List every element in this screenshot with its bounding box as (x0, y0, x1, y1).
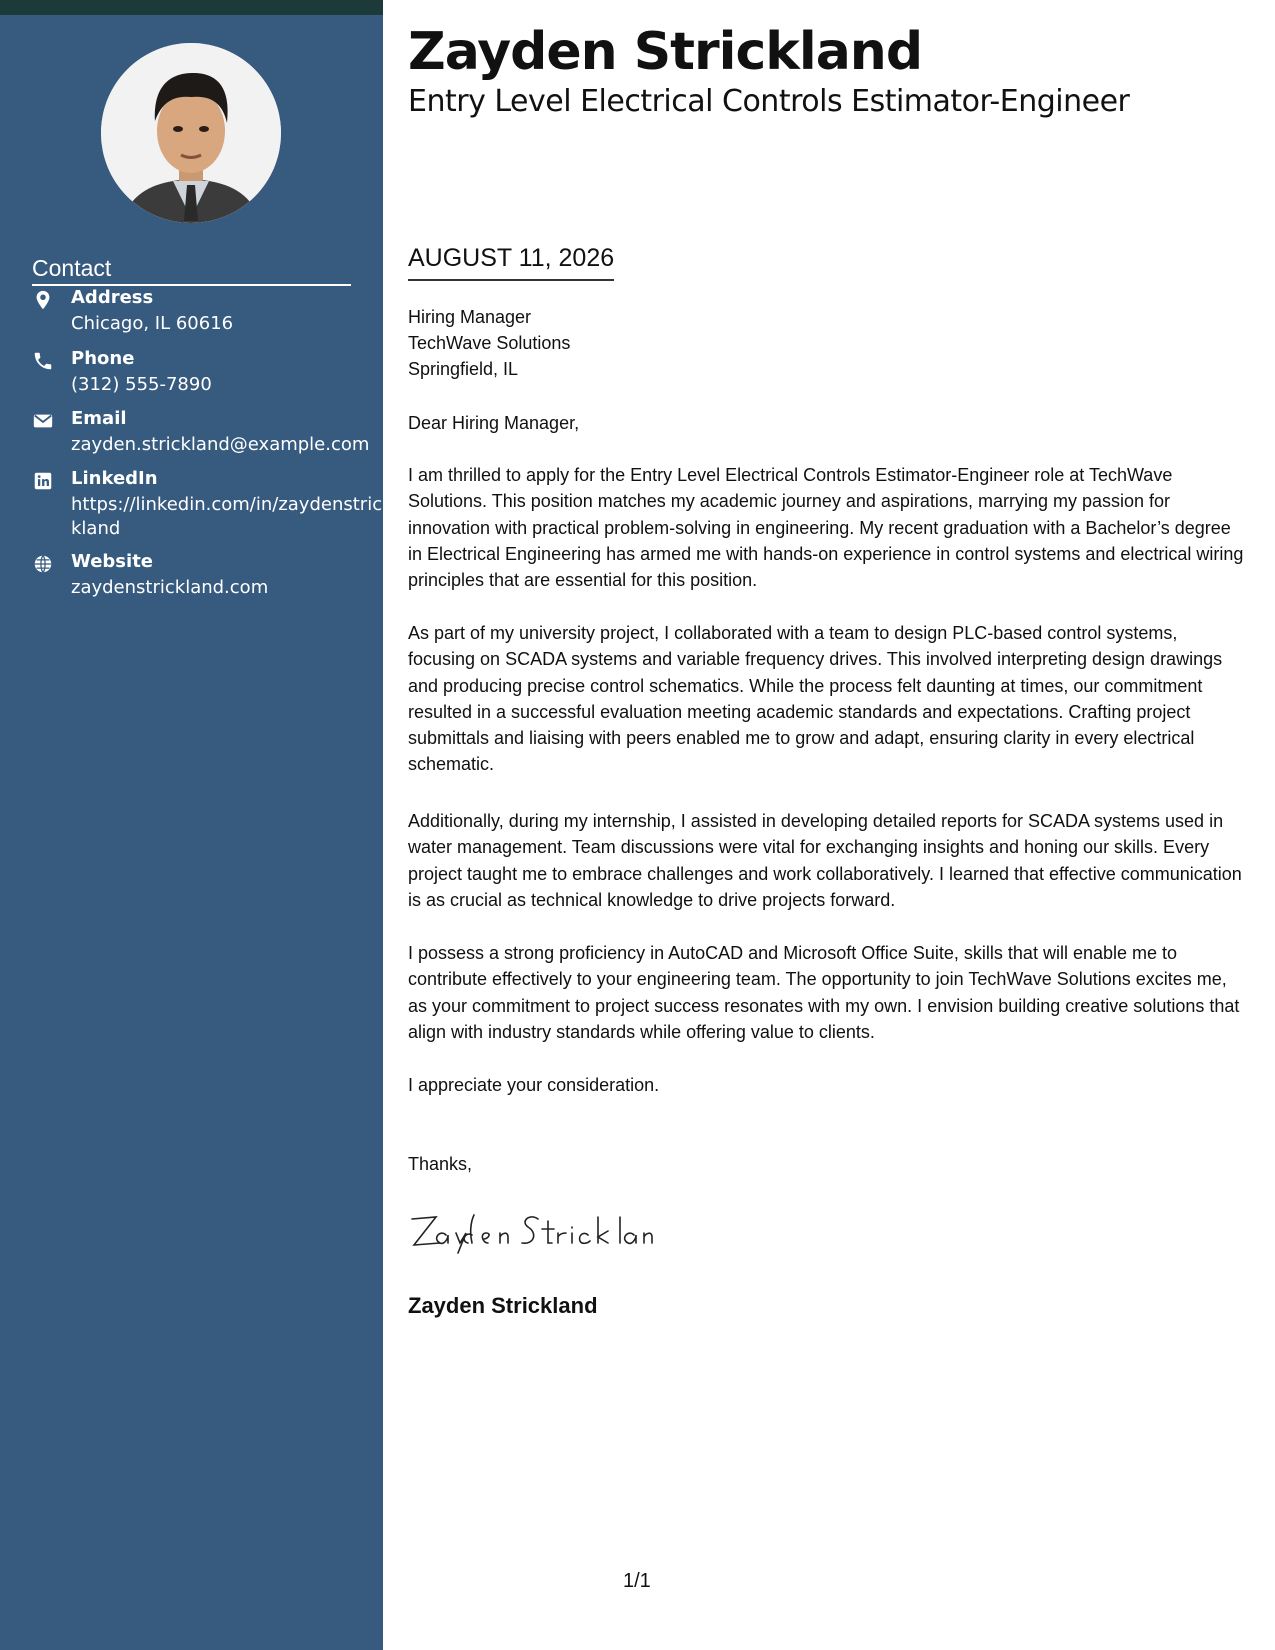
map-pin-icon (32, 289, 58, 311)
email-value[interactable]: zayden.strickland@example.com (71, 434, 370, 455)
envelope-icon (32, 410, 58, 432)
address-value: Chicago, IL 60616 (71, 313, 234, 334)
recipient-block (408, 304, 570, 382)
contact-heading: Contact (32, 255, 351, 286)
phone-label: Phone (71, 348, 135, 369)
linkedin-value[interactable]: https://linkedin.com/in/zaydenstrickland (71, 494, 383, 539)
body-paragraph: I am thrilled to apply for the Entry Level Electrical Controls Estimator-Engineer role at TechWave Solutions. This position matches my academic journey and aspirations, marrying my passion for innovation with practical problem-solving in engineering. My recent graduation with a Bachelor’s degree in Electrical Engineering has armed me with hands-on experience in control systems and electrical wiring principles that are essential for this position. (408, 465, 1244, 591)
body-paragraph: I appreciate your consideration. (408, 1075, 660, 1095)
linkedin-icon (32, 470, 58, 492)
recipient-line: Hiring Manager (408, 307, 532, 327)
closing: Thanks, (408, 1154, 473, 1174)
address-label: Address (71, 287, 154, 308)
phone-value: (312) 555-7890 (71, 374, 212, 395)
sidebar (0, 15, 383, 1650)
email-label: Email (71, 408, 127, 429)
globe-icon (32, 553, 58, 575)
body-paragraph: As part of my university project, I collaborated with a team to design PLC-based control systems, focusing on SCADA systems and variable frequency drives. This involved interpreting design drawings and producing precise control schematics. While the process felt daunting at times, our commitment resulted in a successful evaluation meeting academic standards and expectations. Crafting project submittals and liaising with peers enabled me to grow and adapt, ensuring clarity in every electrical schematic. (408, 623, 1223, 775)
recipient-line: TechWave Solutions (408, 333, 571, 353)
signer-name: Zayden Strickland (408, 1293, 598, 1318)
job-title: Entry Level Electrical Controls Estimator-Engineer (408, 84, 1130, 119)
body-paragraph: Additionally, during my internship, I assisted in developing detailed reports for SCADA systems used in water management. Team discussions were vital for exchanging insights and honing our skills. Every project taught me to embrace challenges and work collaboratively. I learned that effective communication is as crucial as technical knowledge to drive projects forward. (408, 811, 1242, 910)
page-number: 1/1 (623, 1570, 651, 1592)
salutation: Dear Hiring Manager, (408, 413, 580, 433)
linkedin-label: LinkedIn (71, 468, 158, 489)
profile-photo (101, 43, 281, 223)
recipient-line: Springfield, IL (408, 359, 519, 379)
phone-icon (32, 350, 58, 372)
letter-date: AUGUST 11, 2026 (408, 244, 614, 281)
applicant-name: Zayden Strickland (408, 22, 923, 82)
website-value[interactable]: zaydenstrickland.com (71, 577, 269, 598)
signature-image (408, 1205, 678, 1255)
body-paragraph: I possess a strong proficiency in AutoCAD and Microsoft Office Suite, skills that will enable me to contribute effectively to your engineering team. The opportunity to join TechWave Solutions excites me, as your commitment to project success resonates with my own. I envision building creative solutions that align with industry standards while offering value to clients. (408, 943, 1240, 1042)
top-accent-bar (0, 0, 383, 15)
website-label: Website (71, 551, 154, 572)
